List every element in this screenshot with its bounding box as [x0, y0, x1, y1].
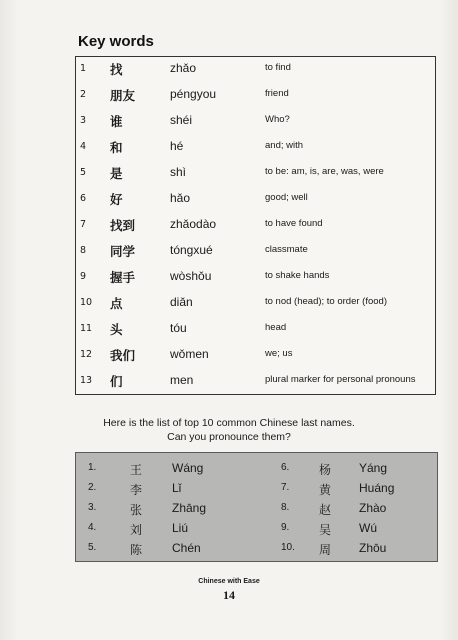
vocab-pinyin: wòshǒu: [170, 269, 212, 283]
vocab-number: 4: [80, 141, 87, 152]
vocab-row: [76, 293, 435, 319]
vocab-row: [76, 137, 435, 163]
vocab-row: [76, 319, 435, 345]
vocab-number: 6: [80, 193, 87, 204]
vocab-pinyin: hǎo: [170, 191, 191, 205]
vocabulary-table: [75, 56, 436, 395]
vocab-hanzi: 们: [110, 374, 123, 389]
name-pinyin: Lǐ: [172, 481, 182, 495]
name-pinyin: Zhào: [359, 501, 387, 515]
name-pinyin: Zhōu: [359, 541, 387, 555]
vocab-row: [76, 215, 435, 241]
vocab-hanzi: 我们: [110, 348, 136, 363]
name-hanzi: 刘: [130, 523, 143, 537]
vocab-hanzi: 和: [110, 140, 123, 155]
vocab-row: [76, 59, 435, 85]
name-pinyin: Liú: [172, 521, 189, 535]
vocab-pinyin: hé: [170, 139, 184, 153]
vocab-english: to have found: [265, 218, 323, 229]
vocab-hanzi: 好: [110, 192, 123, 207]
vocab-row: [76, 85, 435, 111]
vocab-row: [76, 189, 435, 215]
vocab-row: [76, 241, 435, 267]
name-number: 6.: [281, 462, 290, 473]
vocab-hanzi: 头: [110, 322, 123, 337]
last-names-box: [75, 452, 438, 562]
name-hanzi: 赵: [319, 503, 332, 517]
name-hanzi: 王: [130, 463, 143, 477]
names-intro: [0, 416, 458, 444]
vocab-pinyin: shì: [170, 165, 187, 179]
vocab-row: [76, 371, 435, 397]
vocab-row: [76, 267, 435, 293]
vocab-english: and; with: [265, 140, 304, 151]
vocab-number: 11: [80, 323, 93, 334]
name-hanzi: 杨: [319, 463, 332, 477]
vocab-english: classmate: [265, 244, 308, 255]
name-hanzi: 陈: [130, 543, 143, 557]
vocab-pinyin: zhǎo: [170, 61, 197, 75]
name-pinyin: Wú: [359, 521, 377, 535]
vocab-pinyin: péngyou: [170, 87, 217, 101]
vocab-number: 8: [80, 245, 87, 256]
name-hanzi: 李: [130, 483, 143, 497]
name-number: 9.: [281, 522, 290, 533]
vocab-english: friend: [265, 88, 289, 99]
vocab-pinyin: wǒmen: [170, 347, 209, 361]
name-number: 3.: [88, 502, 97, 513]
name-number: 10.: [281, 542, 295, 553]
vocab-number: 7: [80, 219, 87, 230]
name-number: 5.: [88, 542, 97, 553]
name-number: 8.: [281, 502, 290, 513]
vocab-number: 10: [80, 297, 93, 308]
name-number: 7.: [281, 482, 290, 493]
vocab-number: 1: [80, 63, 87, 74]
vocab-hanzi: 握手: [110, 270, 136, 285]
name-pinyin: Huáng: [359, 481, 395, 495]
vocab-english: to shake hands: [265, 270, 330, 281]
vocab-english: to find: [265, 62, 291, 73]
name-hanzi: 张: [130, 503, 143, 517]
vocab-hanzi: 同学: [110, 244, 136, 259]
vocab-number: 2: [80, 89, 87, 100]
name-number: 2.: [88, 482, 97, 493]
name-number: 1.: [88, 462, 97, 473]
vocab-english: good; well: [265, 192, 308, 203]
intro-line-1: Here is the list of top 10 common Chinese last names.: [103, 417, 355, 429]
name-pinyin: Zhāng: [172, 501, 207, 515]
vocab-english: we; us: [265, 348, 293, 359]
name-pinyin: Wáng: [172, 461, 204, 475]
vocab-pinyin: men: [170, 373, 194, 387]
vocab-row: [76, 345, 435, 371]
vocab-pinyin: zhǎodào: [170, 217, 217, 231]
vocab-number: 5: [80, 167, 87, 178]
vocab-number: 13: [80, 375, 93, 386]
vocab-english: to nod (head); to order (food): [265, 296, 387, 307]
vocab-hanzi: 朋友: [110, 88, 136, 103]
vocab-hanzi: 找到: [110, 218, 136, 233]
name-hanzi: 周: [319, 543, 332, 557]
vocab-hanzi: 找: [110, 62, 123, 77]
name-hanzi: 吴: [319, 523, 332, 537]
page-number: 14: [223, 588, 235, 602]
vocab-pinyin: tóu: [170, 321, 187, 335]
vocab-row: [76, 163, 435, 189]
name-pinyin: Yáng: [359, 461, 388, 475]
vocab-pinyin: shéi: [170, 113, 193, 127]
vocab-english: head: [265, 322, 287, 333]
intro-line-2: Can you pronounce them?: [167, 431, 291, 443]
name-number: 4.: [88, 522, 97, 533]
book-title-footer: Chinese with Ease: [198, 578, 260, 585]
vocab-number: 12: [80, 349, 93, 360]
vocab-english: Who?: [265, 114, 290, 125]
vocab-number: 9: [80, 271, 87, 282]
vocab-pinyin: tóngxué: [170, 243, 213, 257]
vocab-hanzi: 点: [110, 296, 123, 311]
name-hanzi: 黄: [319, 483, 332, 497]
vocab-hanzi: 谁: [110, 114, 123, 129]
vocab-english: plural marker for personal pronouns: [265, 374, 416, 385]
vocab-hanzi: 是: [110, 166, 123, 181]
key-words-heading: Key words: [78, 33, 154, 50]
vocab-pinyin: diǎn: [170, 295, 193, 309]
vocab-row: [76, 111, 435, 137]
vocab-number: 3: [80, 115, 87, 126]
vocab-english: to be: am, is, are, was, were: [265, 166, 384, 177]
name-pinyin: Chén: [172, 541, 201, 555]
